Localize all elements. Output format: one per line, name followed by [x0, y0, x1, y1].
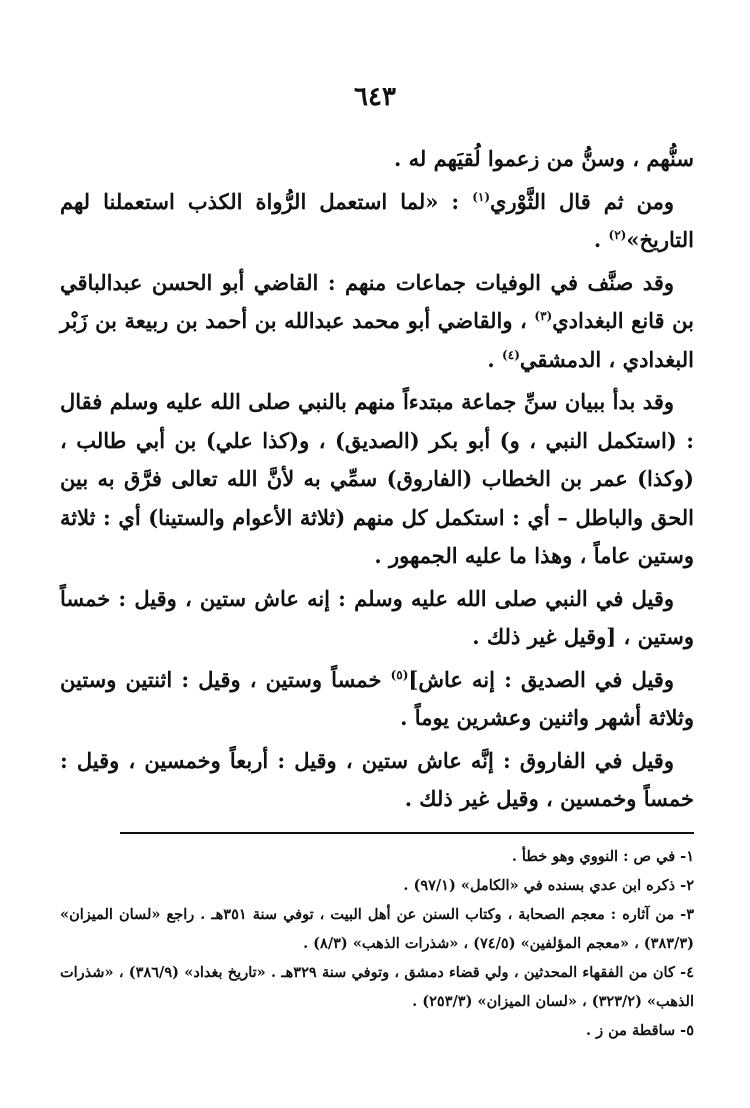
paragraph-2-text-a: ومن ثم قال الثَّوْري [490, 188, 674, 214]
paragraph-2-text-c: . [593, 227, 609, 252]
footnote-2: ٢- ذكره ابن عدي بسنده في «الكامل» (٩٧/١) . [403, 877, 694, 894]
paragraph-3 [60, 264, 694, 380]
paragraph-6-text-a: وقيل في الصديق : إنه عاش] [408, 666, 674, 692]
footnote-1: ١- في ص : النووي وهو خطأ . [511, 848, 694, 865]
paragraph-3-text-a: وقد صنَّف في الوفيات جماعات منهم : القاضي أبو الحسن عبدالباقي بن قانع البغدادي [60, 269, 694, 333]
paragraph-4 [60, 383, 694, 576]
paragraph-3-text-b: ، والقاضي أبو محمد عبدالله بن أحمد بن ربيعة بن زَبْر البغدادي ، الدمشقي [60, 308, 694, 372]
page-number: ٦٤٣ [354, 82, 396, 112]
paragraph-1-text: سنُّهم ، وسنُّ من زعموا لُقيَهم له . [394, 146, 694, 171]
paragraph-4-text: وقد بدأ ببيان سنِّ جماعة مبتدءاً منهم بالنبي صلى الله عليه وسلم فقال : (استكمل النبي ، و) أبو بكر (الصديق) ، و(كذا علي) بن أبي طالب ، (وكذا) عمر بن الخطاب (الفاروق) سمِّي به لأنَّ الله تعالى فرَّق به بين الحق والباطل – أي : استكمل كل منهم (ثلاثة الأعوام والستينا) أي : ثلاثة وستين عاماً ، وهذا ما عليه الجمهور . [60, 389, 694, 568]
footnote-ref-1[interactable]: (١) [472, 189, 491, 204]
paragraph-6 [60, 661, 694, 738]
paragraph-2 [60, 183, 694, 260]
footnote-5: ٥- ساقطة من ز . [585, 1022, 694, 1039]
paragraph-5-text: وقيل في النبي صلى الله عليه وسلم : إنه عاش ستين ، وقيل : خمساً وستين ، [وقيل غير ذلك . [60, 585, 694, 649]
footnote-ref-2[interactable]: (٢) [608, 228, 627, 242]
paragraph-6-text-b: خمساً وستين ، وقيل : اثنتين وستين وثلاثة أشهر واثنين وعشرين يوماً . [60, 666, 694, 730]
footnote-4: ٤- كان من الفقهاء المحدثين ، ولي قضاء دمشق ، وتوفي سنة ٣٢٩هـ . «تاريخ بغداد» (٣٨٦/٩) ، «شذرات الذهب» (٣٢٣/٢) ، «لسان الميزان» (٢٥٣/٣) . [60, 964, 694, 1010]
paragraph-7 [60, 742, 694, 819]
footnote-ref-5[interactable]: (٥) [390, 667, 409, 682]
paragraph-5 [60, 580, 694, 657]
paragraph-7-text: وقيل في الفاروق : إنَّه عاش ستين ، وقيل : أربعاً وخمسين ، وقيل : خمساً وخمسين ، وقيل غير ذلك . [60, 747, 694, 811]
footnote-ref-3[interactable]: (٣) [534, 309, 553, 323]
paragraph-1 [60, 140, 694, 179]
main-text [60, 140, 694, 823]
footnotes [60, 842, 694, 1045]
paragraph-3-text-c: . [487, 346, 503, 372]
footnote-ref-4[interactable]: (٤) [502, 347, 520, 362]
footnote-divider [120, 832, 694, 834]
paragraph-2-text-b: : «لما استعمل الرُّواة الكذب استعملنا لهم التاريخ» [60, 188, 694, 252]
footnote-3: ٣- من آثاره : معجم الصحابة ، وكتاب السنن عن أهل البيت ، توفي سنة ٣٥١هـ . راجع «لسان الميزان» (٣٨٣/٣) ، «معجم المؤلفين» (٧٤/٥) ، «شذرات الذهب» (٨/٣) . [60, 906, 694, 952]
